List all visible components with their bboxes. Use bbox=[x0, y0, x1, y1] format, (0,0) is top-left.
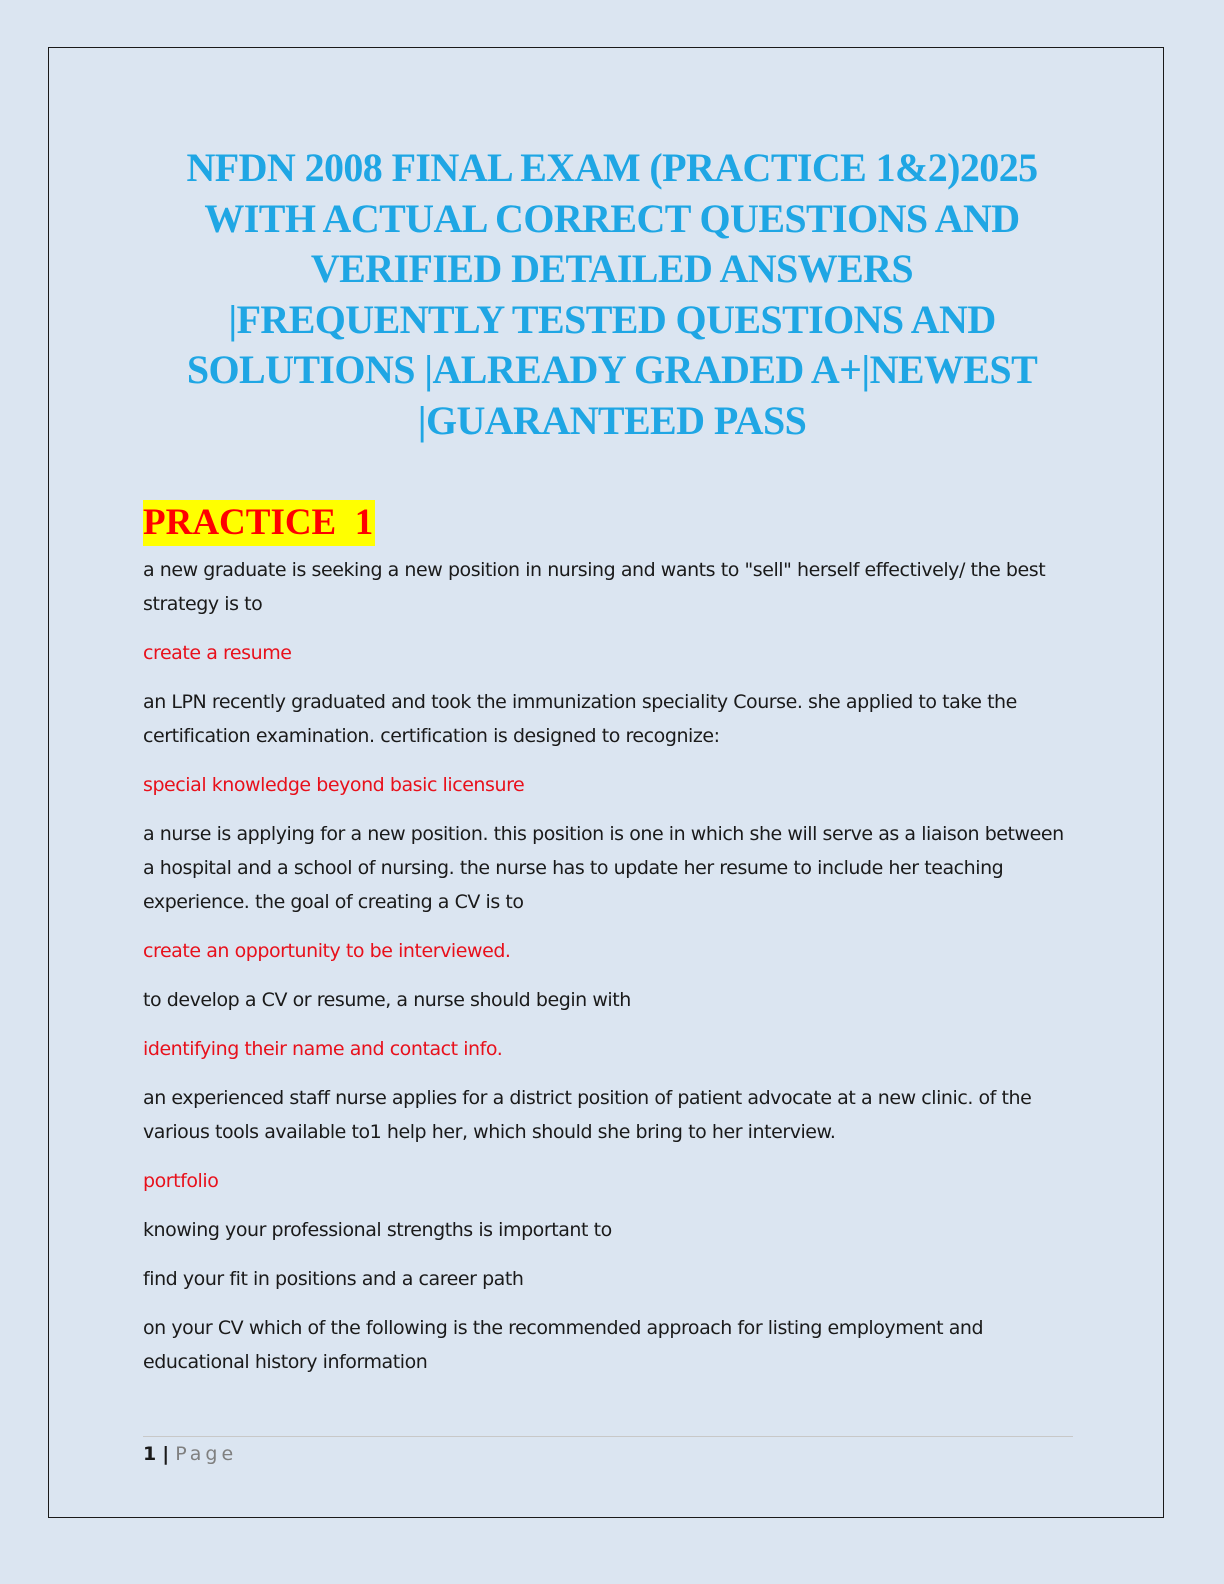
title-line: |FREQUENTLY TESTED QUESTIONS AND bbox=[228, 296, 996, 342]
qa-list bbox=[143, 553, 1073, 1394]
question-text: knowing your professional strengths is important to bbox=[143, 1219, 612, 1241]
question-text: a nurse is applying for a new position. this position is one in which she will serve as a liaison between a hospital and a school of nursing. the nurse has to update her resume to include her teaching experience. the goal of creating a CV is to bbox=[143, 823, 1064, 913]
document-title bbox=[110, 143, 1114, 446]
question-text: a new graduate is seeking a new position in nursing and wants to "sell" herself effectively/ the best strategy is to bbox=[143, 559, 1046, 615]
answer-text: portfolio bbox=[143, 1170, 219, 1192]
title-line: WITH ACTUAL CORRECT QUESTIONS AND bbox=[204, 195, 1020, 241]
footer-divider bbox=[143, 1436, 1073, 1437]
page-footer bbox=[143, 1441, 237, 1467]
answer-text: identifying their name and contact info. bbox=[143, 1038, 503, 1060]
question-text: find your fit in positions and a career path bbox=[143, 1268, 524, 1290]
page-label: Page bbox=[175, 1443, 238, 1465]
footer-separator: | bbox=[162, 1443, 170, 1465]
answer-text: create a resume bbox=[143, 642, 292, 664]
question-text: on your CV which of the following is the recommended approach for listing employment and educational history information bbox=[143, 1317, 984, 1373]
title-line: NFDN 2008 FINAL EXAM (PRACTICE 1&2)2025 bbox=[186, 145, 1038, 190]
question-text: to develop a CV or resume, a nurse should begin with bbox=[143, 989, 631, 1011]
page-number: 1 bbox=[143, 1443, 157, 1465]
title-line: |GUARANTEED PASS bbox=[417, 397, 807, 443]
answer-text: special knowledge beyond basic licensure bbox=[143, 774, 525, 796]
question-text: an experienced staff nurse applies for a district position of patient advocate at a new clinic. of the various tools available to1 help her, which should she bring to her interview. bbox=[143, 1087, 1032, 1143]
question-text: an LPN recently graduated and took the immunization speciality Course. she applied to take the certification examination. certification is designed to recognize: bbox=[143, 691, 1017, 747]
title-line: VERIFIED DETAILED ANSWERS bbox=[310, 246, 914, 291]
answer-text: create an opportunity to be interviewed. bbox=[143, 940, 511, 962]
section-heading: PRACTICE 1 bbox=[143, 500, 375, 546]
title-line: SOLUTIONS |ALREADY GRADED A+|NEWEST bbox=[186, 347, 1038, 392]
